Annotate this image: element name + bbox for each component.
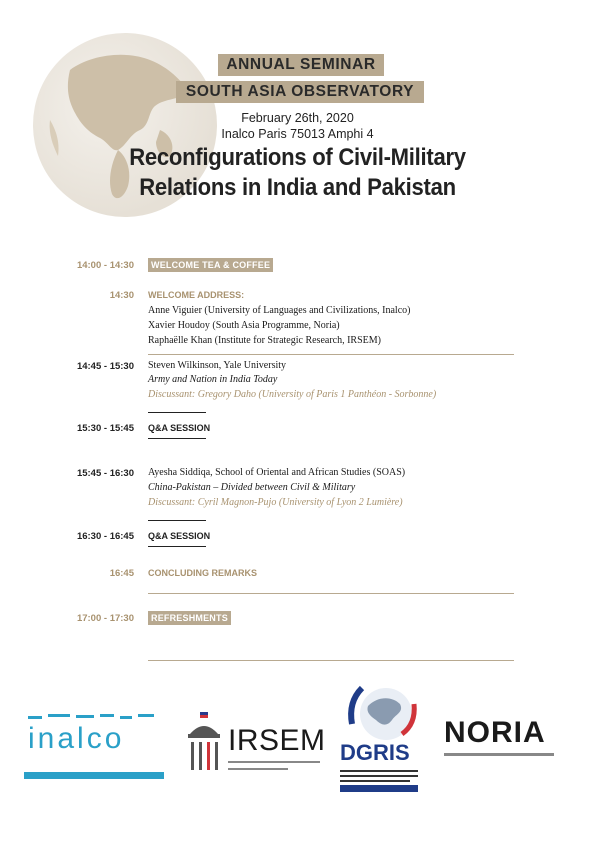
- welcome-speaker-3: Raphaëlle Khan (Institute for Strategic Research, IRSEM): [148, 335, 381, 346]
- qa2-label: Q&A SESSION: [148, 531, 211, 541]
- irsem-wordmark: IRSEM: [228, 724, 326, 757]
- welcome-tea-tag: WELCOME TEA & COFFEE: [148, 258, 273, 272]
- divider: [148, 412, 206, 413]
- banner-annual-seminar: ANNUAL SEMINAR: [218, 54, 384, 76]
- refreshments-time: 17:00 - 17:30: [76, 613, 134, 624]
- irsem-building-icon: [186, 712, 222, 774]
- divider: [148, 660, 514, 661]
- title-line-2: Relations in India and Pakistan: [139, 174, 456, 201]
- event-venue: Inalco Paris 75013 Amphi 4: [221, 127, 374, 141]
- inalco-wordmark: inalco: [28, 722, 125, 755]
- noria-wordmark: NORIA: [444, 716, 546, 749]
- irsem-tagline: [228, 760, 324, 774]
- talk1-time: 14:45 - 15:30: [76, 361, 134, 372]
- divider: [148, 546, 206, 547]
- welcome-tea-time: 14:00 - 14:30: [76, 260, 134, 271]
- event-date: February 26th, 2020: [241, 111, 354, 125]
- concluding-time: 16:45: [109, 568, 134, 579]
- divider: [148, 520, 206, 521]
- title-line-1: Reconfigurations of Civil-Military: [129, 144, 466, 171]
- welcome-address-label: WELCOME ADDRESS:: [148, 290, 245, 300]
- dgris-logo: [340, 684, 420, 794]
- divider: [148, 593, 514, 594]
- qa2-time: 16:30 - 16:45: [76, 531, 134, 542]
- talk1-speaker: Steven Wilkinson, Yale University: [148, 360, 287, 371]
- welcome-speaker-2: Xavier Houdoy (South Asia Programme, Noria): [148, 320, 340, 331]
- dgris-globe-icon: [340, 684, 420, 744]
- talk2-speaker: Ayesha Siddiqa, School of Oriental and African Studies (SOAS): [148, 467, 406, 478]
- divider: [148, 438, 206, 439]
- concluding-label: CONCLUDING REMARKS: [148, 568, 257, 578]
- qa1-time: 15:30 - 15:45: [76, 423, 134, 434]
- qa1-label: Q&A SESSION: [148, 423, 211, 433]
- noria-tagline: [444, 752, 556, 758]
- inalco-tagline-bar: [24, 772, 174, 780]
- divider: [148, 354, 514, 355]
- dgris-tagline: [340, 770, 420, 792]
- refreshments-tag: REFRESHMENTS: [148, 611, 231, 625]
- talk2-time: 15:45 - 16:30: [76, 468, 134, 479]
- talk1-discussant: Discussant: Gregory Daho (University of Paris 1 Panthéon - Sorbonne): [148, 389, 437, 400]
- dgris-wordmark: DGRIS: [340, 740, 410, 765]
- welcome-speaker-1: Anne Viguier (University of Languages and Civilizations, Inalco): [148, 305, 411, 316]
- event-title: [24, 143, 571, 203]
- talk2-title: China-Pakistan – Divided between Civil & Military: [148, 482, 356, 493]
- welcome-address-time: 14:30: [109, 290, 134, 301]
- talk1-title: Army and Nation in India Today: [148, 374, 278, 385]
- banner-south-asia-observatory: SOUTH ASIA OBSERVATORY: [176, 81, 424, 103]
- talk2-discussant: Discussant: Cyril Magnon-Pujo (University of Lyon 2 Lumière): [148, 497, 403, 508]
